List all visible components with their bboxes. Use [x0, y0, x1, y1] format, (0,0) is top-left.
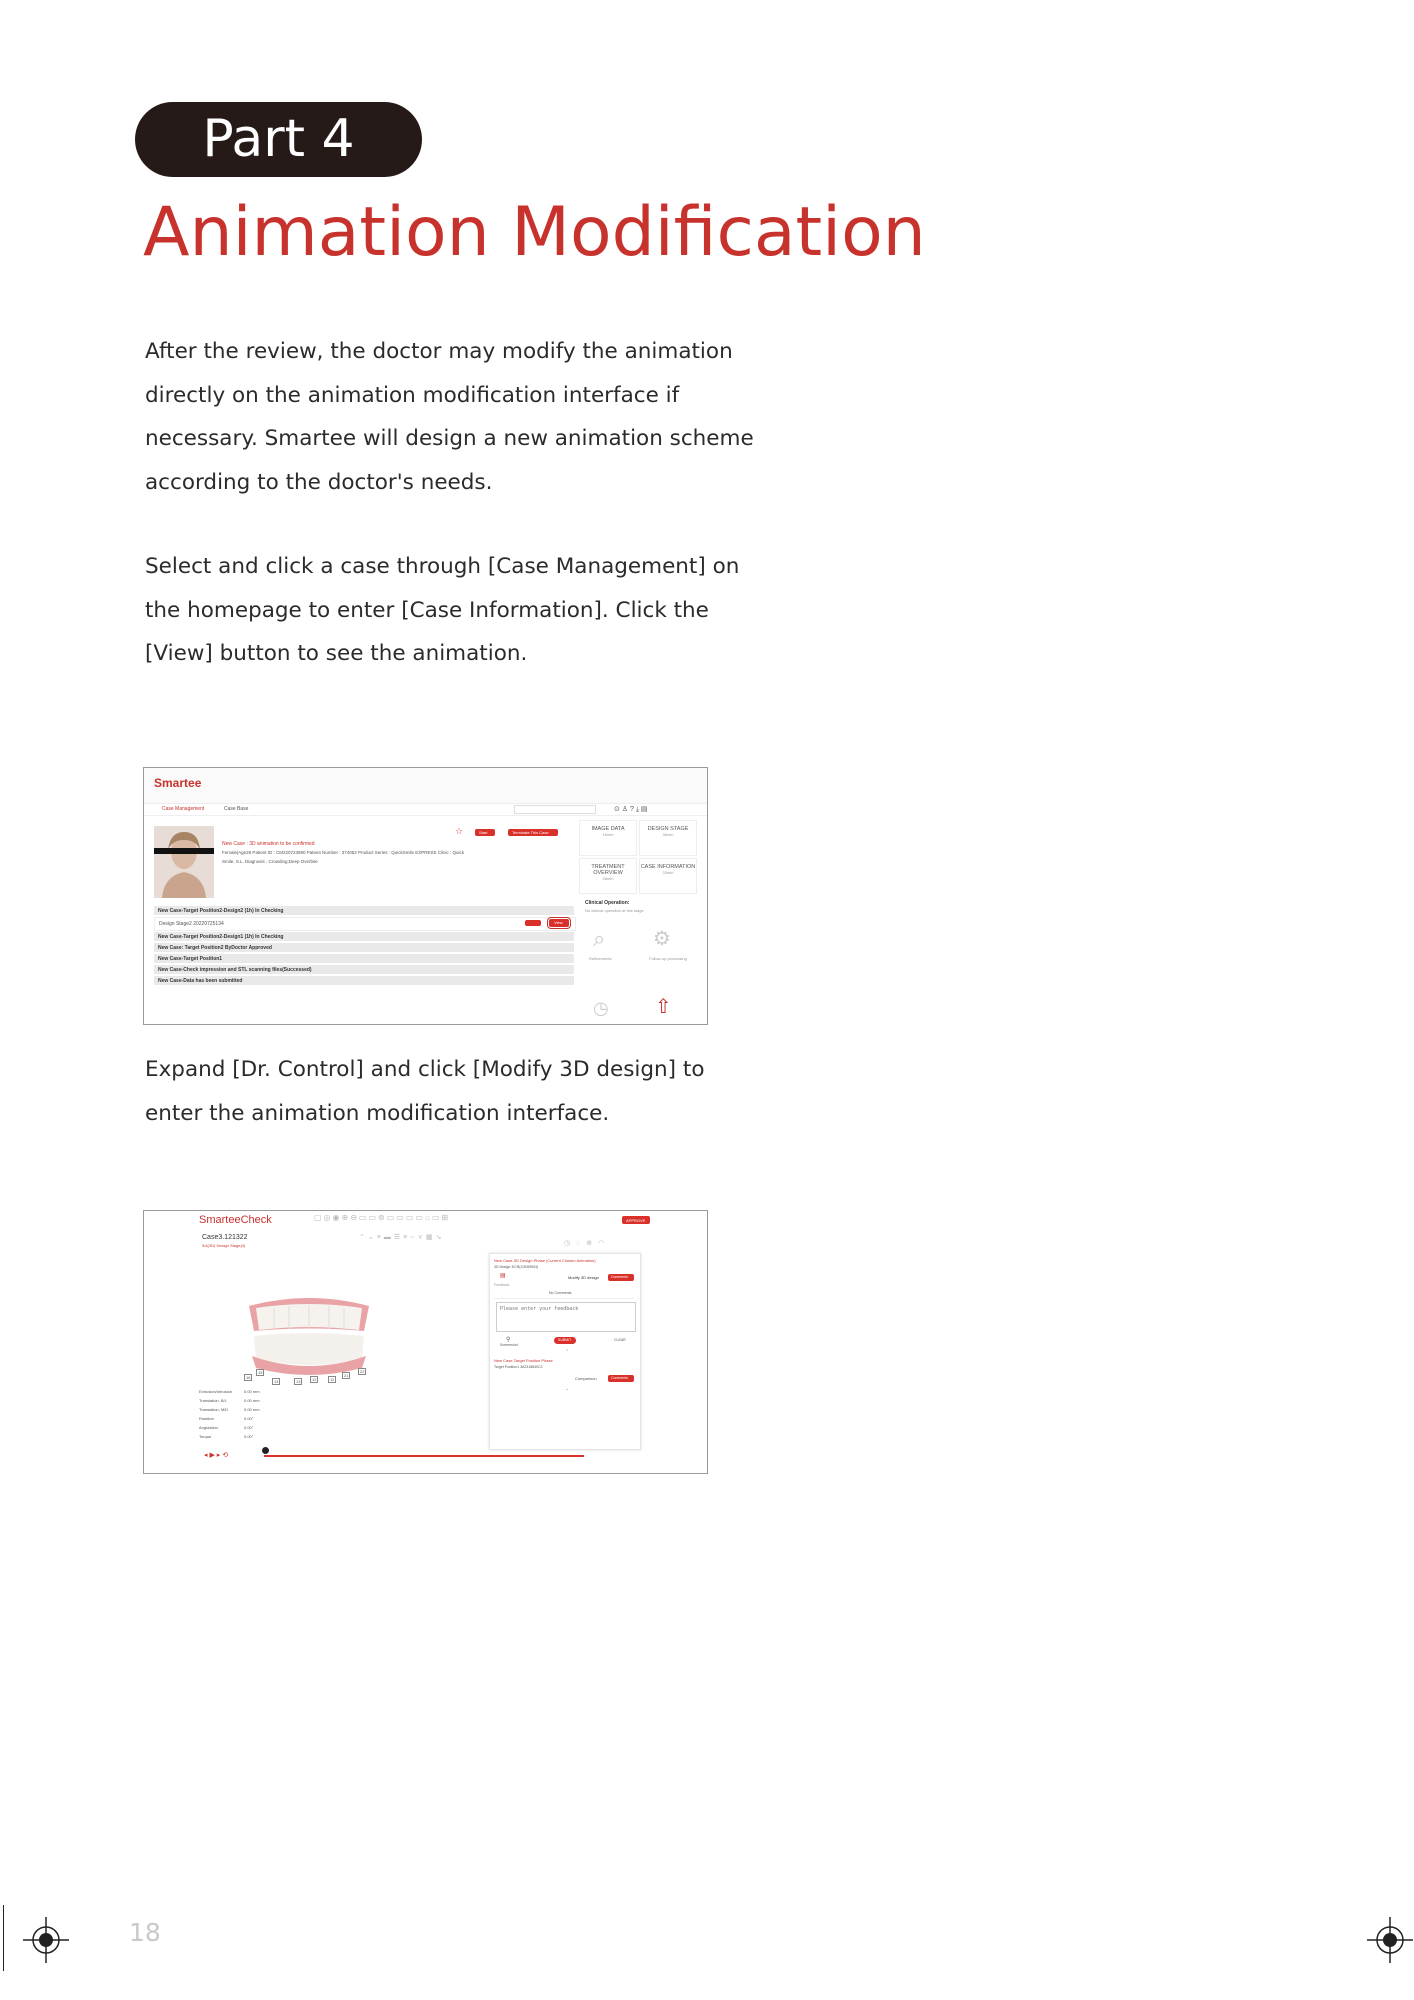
- gear-icon[interactable]: ⚙: [653, 928, 671, 950]
- paragraph-case-management: [145, 545, 745, 676]
- tooth-badge[interactable]: 22: [360, 1369, 365, 1374]
- tooth-badge[interactable]: 11: [330, 1377, 335, 1382]
- document-icon[interactable]: ▤: [500, 1273, 506, 1279]
- modify-3d-design-label[interactable]: Modify 3D design: [568, 1275, 599, 1280]
- registration-mark-icon: [23, 1917, 69, 1963]
- nav-case-management[interactable]: Case Management: [162, 806, 205, 812]
- playback-controls[interactable]: ◂ ▶ ▸ ⟲: [204, 1452, 229, 1459]
- panel-title: New Case-3D Design Phase (Current Chosen Animation): [494, 1258, 596, 1263]
- table-row[interactable]: New Case-Target Position2-Design1 (1h) In Checking: [154, 932, 574, 941]
- feedback-input[interactable]: Please enter your feedback: [496, 1302, 636, 1332]
- tile-case-information[interactable]: CASE INFORMATION 33min: [639, 858, 697, 894]
- measurement-list: [199, 1389, 289, 1439]
- target-phase-sub: Target Position1 3A2318840C3: [494, 1365, 543, 1369]
- paragraph-intro: [145, 330, 754, 504]
- chevron-up-icon[interactable]: ⌃: [565, 1349, 570, 1355]
- text-line: the homepage to enter [Case Information]. Click the: [145, 597, 709, 623]
- case-information-screenshot: [143, 767, 708, 1025]
- text-line: necessary. Smartee will design a new animation scheme: [145, 426, 754, 451]
- clock-icon[interactable]: ◷: [593, 998, 609, 1018]
- dr-control-panel: [489, 1253, 641, 1450]
- case-subtitle: 3/4(3D) Design Stage(4): [202, 1243, 246, 1248]
- modify-3d-design-button[interactable]: Comments: [608, 1274, 634, 1281]
- animation-modification-screenshot: [143, 1210, 708, 1474]
- panel-tab-icons[interactable]: ◷◌⊕◠: [564, 1240, 611, 1247]
- nav-bar: [144, 803, 707, 816]
- teeth-model-icon[interactable]: [244, 1296, 374, 1376]
- measurement-label: Rotation: [199, 1416, 214, 1421]
- text-line: After the review, the doctor may modify the animation: [145, 339, 733, 364]
- app-header: [144, 768, 707, 804]
- comparison-label[interactable]: Comparison: [575, 1376, 597, 1381]
- measurement-label: Translation, B/L: [199, 1398, 227, 1403]
- patient-info: Female|Age28 Patient ID : CM220723990 Patient Number : 374052 Product Series : QuickSmile EXPRESS Clinic : Quick: [222, 850, 465, 855]
- refinements-label: Refinements: [589, 956, 612, 961]
- measurement-label: Extrusion/Intrusion: [199, 1389, 233, 1394]
- tile-image-data[interactable]: IMAGE DATA 16min: [579, 820, 637, 856]
- terminate-case-button[interactable]: Terminate This Case: [508, 829, 558, 836]
- tooth-badge[interactable]: 14: [274, 1379, 279, 1384]
- measurement-value: 0.00°: [244, 1425, 254, 1430]
- clear-button[interactable]: CLEAR: [614, 1338, 626, 1342]
- tool-icons[interactable]: ⌃⌄≡▬☰≡⌣⋎▦↘: [359, 1234, 445, 1241]
- chevron-down-icon[interactable]: ⌄: [565, 1386, 570, 1392]
- view-toolbar-icons[interactable]: ▢◎◉⊕⊖▭▭⊚▭▭▭▭⌂▭⊞: [314, 1213, 451, 1222]
- app-logo: Smartee: [154, 776, 202, 790]
- paragraph-dr-control: [145, 1048, 745, 1135]
- scissors-icon[interactable]: ⚲: [506, 1337, 511, 1343]
- part-badge: Part 4: [135, 102, 422, 177]
- tooth-badges: [244, 1366, 374, 1386]
- star-icon[interactable]: ☆: [455, 826, 464, 836]
- clinical-operation-label: Clinical Operation:: [585, 900, 630, 906]
- registration-mark-icon: [1367, 1917, 1413, 1963]
- app-logo: SmarteeCheck: [199, 1214, 272, 1226]
- start-button[interactable]: Start: [475, 829, 495, 836]
- page-number: 18: [129, 1918, 161, 1947]
- screenshot-label: Screenshot: [500, 1343, 518, 1347]
- table-row[interactable]: Design Stage2 20220725134 View: [154, 917, 576, 931]
- avatar-icon: [154, 826, 214, 898]
- measurement-label: Torque: [199, 1434, 212, 1439]
- text-line: [View] button to see the animation.: [145, 641, 528, 666]
- approve-button[interactable]: APPROVE: [622, 1216, 650, 1224]
- patient-diagnosis: Smile, S.L. Diagnosis : Crowding;Deep Overbite: [222, 859, 318, 864]
- upload-icon[interactable]: ⇧: [655, 996, 672, 1018]
- table-row[interactable]: New Case-Target Position1: [154, 954, 574, 963]
- text-line: enter the animation modification interface.: [145, 1100, 610, 1126]
- measurement-value: 0.00 mm: [244, 1407, 260, 1412]
- submit-button[interactable]: SUBMIT: [554, 1337, 576, 1344]
- measurement-value: 0.00 mm: [244, 1389, 260, 1394]
- feedback-label: Feedback: [494, 1283, 510, 1287]
- tile-treatment-overview[interactable]: TREATMENT OVERVIEW 28min: [579, 858, 637, 894]
- side-tiles: [577, 818, 707, 1024]
- tile-design-stage[interactable]: DESIGN STAGE 36min: [639, 820, 697, 856]
- timeline-handle[interactable]: [262, 1447, 269, 1454]
- search-icon[interactable]: ⌕: [593, 926, 606, 951]
- measurement-value: 0.00°: [244, 1434, 254, 1439]
- measurement-value: 0.00°: [244, 1416, 254, 1421]
- edit-button[interactable]: [525, 920, 541, 926]
- comments-button[interactable]: Comments: [608, 1375, 634, 1382]
- crop-line: [3, 1905, 4, 1971]
- search-input[interactable]: [514, 805, 596, 814]
- text-line: according to the doctor's needs.: [145, 469, 493, 495]
- page-title: Animation Modification: [143, 193, 926, 272]
- panel-subtitle: 3D Design 3/CR(2/3059503): [494, 1265, 539, 1269]
- table-row[interactable]: New Case: Target Position2 ByDoctor Approved: [154, 943, 574, 952]
- view-button[interactable]: View: [549, 919, 569, 927]
- text-line: directly on the animation modification interface if: [145, 382, 680, 408]
- measurement-value: 0.00 mm: [244, 1398, 260, 1403]
- timeline-track[interactable]: [264, 1455, 584, 1457]
- toolbar-icons[interactable]: ⊙ ♙ ? ⤓ ▤: [614, 806, 648, 813]
- case-status: New Case : 3D animation to be confirmed: [222, 841, 315, 847]
- clinical-operation-text: No clinical operation at this stage: [585, 908, 644, 913]
- target-phase-title: New Case-Target Position Phase: [494, 1358, 553, 1363]
- tooth-badge[interactable]: 12: [312, 1377, 317, 1382]
- tooth-badge[interactable]: 13: [296, 1379, 301, 1384]
- text-line: Expand [Dr. Control] and click [Modify 3D design] to: [145, 1057, 705, 1082]
- measurement-label: Angulation: [199, 1425, 218, 1430]
- no-comments-bar: No Comments: [494, 1290, 634, 1299]
- tooth-badge[interactable]: 16: [246, 1375, 251, 1380]
- case-title: Case3.121322: [202, 1234, 248, 1241]
- table-row[interactable]: New Case-Target Position2-Design2 (1h) In Checking: [154, 906, 574, 915]
- nav-case-base[interactable]: Case Base: [224, 806, 249, 812]
- avatar: [154, 826, 214, 898]
- tooth-badge[interactable]: 21: [344, 1373, 349, 1378]
- table-row[interactable]: New Case-Check impression and STL scanning files(Successed): [154, 965, 574, 974]
- measurement-label: Translation, M/D: [199, 1407, 229, 1412]
- table-row[interactable]: New Case-Data has been submitted: [154, 976, 574, 985]
- follow-up-label: Follow-up processing: [649, 956, 687, 961]
- text-line: Select and click a case through [Case Management] on: [145, 554, 740, 579]
- tooth-badge[interactable]: 15: [258, 1370, 263, 1375]
